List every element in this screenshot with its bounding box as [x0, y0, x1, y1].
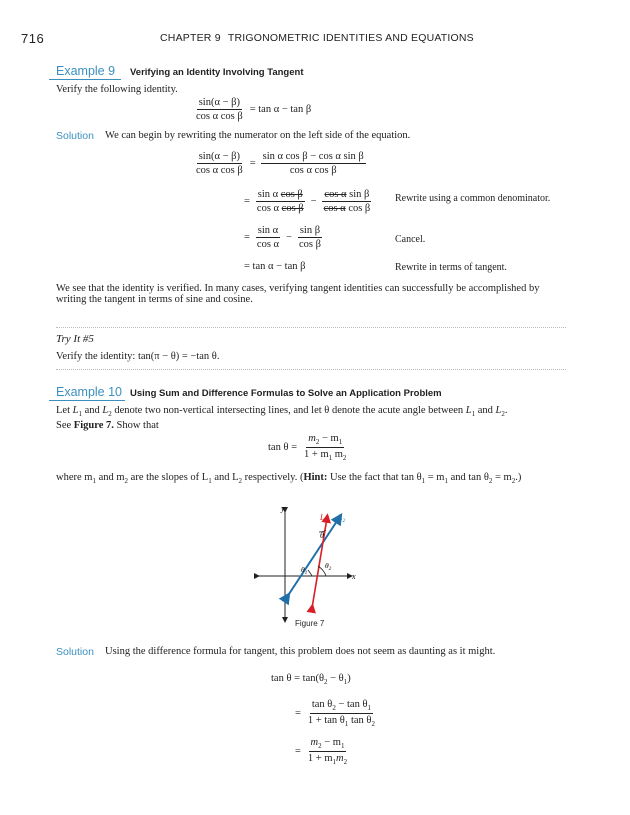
step-2-minus: − [310, 196, 317, 207]
p2-a: See [56, 420, 74, 431]
step-3 [244, 225, 323, 250]
figure-7-caption: Figure 7 [295, 619, 325, 628]
p1-L1-sub: 1 [78, 410, 82, 419]
p1-L2: L [102, 405, 109, 416]
formula-den [302, 448, 348, 462]
figure-7-graph [252, 500, 367, 630]
step-3-equals: = [244, 232, 250, 243]
tan-theta-formula [268, 433, 348, 462]
x-axis-label: x [352, 572, 356, 581]
identity-statement [194, 97, 311, 122]
example-10-title: Using Sum and Difference Formulas to Solve an Application Problem [130, 388, 442, 399]
example-9-solution-label: Solution [56, 130, 94, 142]
e3ns1: 1 [340, 742, 345, 751]
conclusion-line-2: writing the tangent in terms of sine and cosine. [56, 294, 253, 305]
identity-fraction [194, 97, 245, 122]
step-2-a-num-cancelled: cos β [280, 189, 303, 200]
example-10-underline [49, 400, 125, 401]
sol-step-3-fraction [306, 737, 349, 766]
p1-L2-sub: 2 [108, 410, 112, 419]
e3ds1: 1 [332, 758, 337, 767]
conclusion-line-1: We see that the identity is verified. In many cases, verifying tangent identities can successfully be accomplished by [56, 283, 540, 294]
page-number: 716 [21, 31, 45, 46]
example-10-label: Example 10 [56, 385, 123, 399]
e3-num [309, 737, 347, 752]
sol-step-2-fraction [306, 699, 377, 728]
e2ds1: 1 [344, 720, 349, 729]
L2-label-text: L [338, 513, 343, 522]
step-4-note: Rewrite in terms of tangent. [395, 262, 507, 273]
example-9-solution-text: We can begin by rewriting the numerator on the left side of the equation. [105, 130, 411, 141]
example-9-title: Verifying an Identity Involving Tangent [130, 67, 304, 78]
theta1-sub: 1 [304, 571, 308, 576]
formula-lhs: tan θ = [268, 442, 298, 454]
e2-eq: = [295, 708, 301, 720]
theta2-label [325, 561, 332, 572]
w5: respectively. ( [242, 472, 304, 483]
ws6: 1 [444, 477, 448, 486]
ws4: 2 [238, 477, 243, 486]
e2db: tan θ [348, 715, 372, 727]
step-1-lhs-num: sin(α − β) [198, 151, 240, 162]
step-3-note: Cancel. [395, 234, 426, 245]
try-it-divider-top [56, 327, 566, 328]
step-3-a-num: sin α [257, 225, 279, 236]
e3ds2: 2 [343, 758, 348, 767]
step-4: = tan α − tan β [244, 261, 306, 272]
theta1-text: θ [301, 565, 305, 574]
identity-rhs: = tan α − tan β [249, 104, 312, 115]
step-3-minus: − [286, 232, 292, 243]
example-9-prompt: Verify the following identity. [56, 84, 178, 95]
example-10-solution-label: Solution [56, 646, 94, 658]
fn-s2: 2 [315, 438, 320, 447]
e2ns1: 1 [367, 704, 371, 713]
p2-figure-ref: Figure 7. [73, 420, 114, 431]
step-2-note: Rewrite using a common denominator. [395, 193, 551, 204]
ws2: 2 [124, 477, 129, 486]
step-3-b-num: sin β [299, 225, 321, 236]
chapter-number: CHAPTER 9 [160, 32, 221, 44]
step-2-frac-a [255, 189, 306, 214]
sol-step-2 [295, 699, 377, 728]
e3da: 1 + m [307, 753, 333, 765]
w1: where m [56, 472, 93, 483]
fd-s2: 2 [342, 454, 347, 463]
step-1-rhs-den: cos α cos β [289, 165, 337, 176]
L2-label [337, 513, 345, 524]
try-it-divider-bottom [56, 369, 566, 370]
step-2 [244, 189, 372, 214]
fd-m: m [332, 449, 343, 461]
p1-and2: and [475, 405, 496, 416]
e1s2: 2 [324, 678, 328, 687]
e1a: tan θ = tan(θ [271, 673, 325, 684]
theta-label: θ [320, 531, 324, 540]
identity-numerator: sin(α − β) [198, 97, 240, 108]
e1b: − θ [327, 673, 344, 684]
step-2-b-den-2: cos β [345, 203, 371, 214]
sol-step-1 [271, 673, 351, 686]
e3na: m [310, 737, 319, 748]
p1-end: . [504, 405, 508, 416]
try-it-text: Verify the identity: tan(π − θ) = −tan θ. [56, 351, 220, 362]
formula-fraction [302, 433, 348, 462]
step-2-b-num-cancelled: cos α [324, 189, 347, 200]
step-3-frac-b [297, 225, 323, 250]
p1-and: and [81, 405, 103, 416]
theta2-sub: 2 [328, 567, 332, 572]
step-2-equals: = [244, 196, 250, 207]
p1-rest: denote two non-vertical intersecting lines, and let θ denote the acute angle between [111, 405, 466, 416]
e3ns2: 2 [318, 742, 322, 751]
w9: = m [492, 472, 512, 483]
y-axis-label: y [281, 504, 285, 513]
e2ns2: 2 [332, 704, 336, 713]
e3-eq: = [295, 746, 301, 758]
chapter-header [160, 32, 474, 44]
e1c: ) [347, 673, 351, 684]
fn-mid: − m [319, 433, 339, 444]
formula-num [306, 433, 344, 448]
ws1: 1 [92, 477, 96, 486]
w3: are the slopes of L [128, 472, 209, 483]
e2na: tan θ [311, 699, 333, 710]
ws3: 1 [208, 477, 212, 486]
p1-L1b-sub: 1 [471, 410, 476, 419]
example-10-solution-text: Using the difference formula for tangent, this problem does not seem as daunting as it might. [105, 646, 496, 657]
e2-num [310, 699, 373, 714]
step-2-a-num-1: sin α [257, 189, 281, 200]
theta1-arc [308, 570, 312, 576]
L2-label-sub: 2 [342, 518, 346, 524]
step-2-a-den-cancelled: cos β [281, 203, 304, 214]
w10: .) [515, 472, 522, 483]
e2da: 1 + tan θ [307, 715, 345, 727]
step-1-lhs [194, 151, 245, 176]
fn-m: m [308, 433, 316, 444]
ws5: 1 [421, 477, 426, 486]
e2nb: − tan θ [335, 699, 368, 710]
example-9-underline [49, 79, 121, 80]
w4: and L [211, 472, 239, 483]
step-3-b-den: cos β [298, 239, 321, 250]
identity-denominator: cos α cos β [196, 111, 243, 122]
w6: Use the fact that tan θ [327, 472, 422, 483]
e1s1: 1 [343, 678, 348, 687]
step-3-a-den: cos α [256, 239, 280, 250]
fd-s1: 1 [328, 454, 333, 463]
fd-a: 1 + m [304, 449, 329, 461]
p1-L1b: L [465, 405, 472, 416]
step-2-frac-b [322, 189, 373, 214]
w8: and tan θ [447, 472, 489, 483]
hint-label: Hint: [303, 472, 328, 483]
step-1-equals: = [249, 158, 256, 169]
e3nb: − m [321, 737, 341, 748]
e2-den [306, 714, 377, 728]
chapter-title: TRIGONOMETRIC IDENTITIES AND EQUATIONS [227, 32, 474, 44]
L1-label-text: L [320, 513, 325, 522]
w7: = m [425, 472, 445, 483]
example-9-conclusion [56, 283, 576, 305]
step-3-frac-a [255, 225, 281, 250]
e2ds2: 2 [371, 720, 375, 729]
e3db: m [336, 753, 344, 765]
fn-s1: 1 [338, 438, 343, 447]
example-10-paragraph-1 [56, 405, 508, 418]
p1-text-a: Let [56, 405, 73, 416]
w2: and m [95, 472, 125, 483]
try-it-label: Try It #5 [56, 333, 94, 345]
line-L2 [287, 518, 339, 597]
step-2-b-num-2: sin β [346, 189, 370, 200]
L1-label-sub: 1 [324, 518, 328, 524]
p2-b: Show that [113, 420, 159, 431]
p1-L2b-sub: 2 [501, 410, 505, 419]
example-9-label: Example 9 [56, 64, 116, 78]
L1-label [319, 513, 327, 524]
e3-den [306, 752, 349, 766]
step-1-lhs-den: cos α cos β [196, 165, 243, 176]
step-1 [194, 151, 366, 176]
ws7: 2 [488, 477, 493, 486]
p1-L1: L [72, 405, 79, 416]
example-10-where [56, 472, 521, 485]
step-2-b-den-cancelled: cos α [323, 203, 346, 214]
step-1-rhs-num: sin α cos β − cos α sin β [262, 151, 364, 162]
example-10-paragraph-2 [56, 420, 159, 431]
step-1-rhs [261, 151, 366, 176]
theta2-text: θ [325, 561, 329, 570]
sol-step-3 [295, 737, 349, 766]
step-2-a-den-1: cos α [256, 203, 282, 214]
p1-L2b: L [495, 405, 502, 416]
ws8: 2 [511, 477, 516, 486]
